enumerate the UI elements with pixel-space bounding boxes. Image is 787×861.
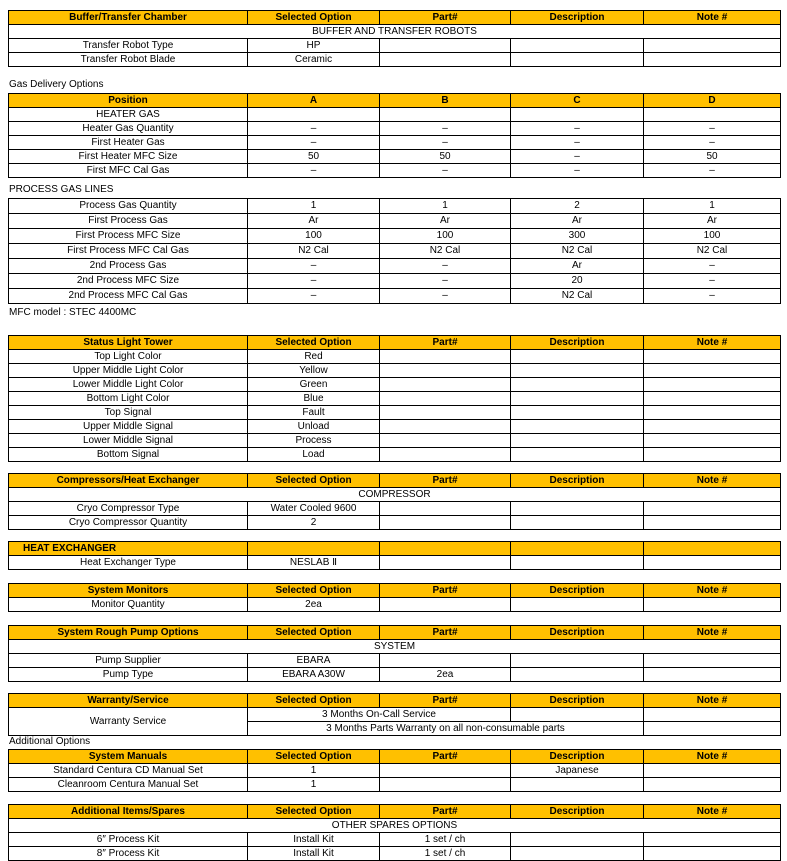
table-cell: N2 Cal xyxy=(248,244,380,259)
table-cell xyxy=(644,39,781,53)
column-header: Selected Option xyxy=(248,584,380,598)
system-manuals-table xyxy=(8,749,781,792)
header-row xyxy=(9,750,781,764)
table-cell: Ar xyxy=(644,214,781,229)
table-cell xyxy=(380,516,511,530)
table-cell xyxy=(511,516,644,530)
table-cell: 1 set / ch xyxy=(380,833,511,847)
column-header: Selected Option xyxy=(248,474,380,488)
compressors-heat-exchanger-table xyxy=(8,473,781,530)
table-cell xyxy=(644,378,781,392)
table-row xyxy=(9,25,781,39)
column-header: Description xyxy=(511,336,644,350)
table-cell: Bottom Signal xyxy=(9,448,248,462)
table-cell: – xyxy=(511,122,644,136)
column-header: Part# xyxy=(380,626,511,640)
table-cell: Process Gas Quantity xyxy=(9,199,248,214)
table-cell: N2 Cal xyxy=(380,244,511,259)
table-row xyxy=(9,764,781,778)
table-cell: Cryo Compressor Type xyxy=(9,502,248,516)
table-cell xyxy=(644,392,781,406)
table-cell: 8″ Process Kit xyxy=(9,847,248,861)
table-cell: Cryo Compressor Quantity xyxy=(9,516,248,530)
column-header: Description xyxy=(511,805,644,819)
table-cell xyxy=(511,708,644,722)
table-cell xyxy=(380,378,511,392)
table-cell: N2 Cal xyxy=(511,289,644,304)
table-cell: Warranty Service xyxy=(9,708,248,736)
table-cell: 300 xyxy=(511,229,644,244)
header-row xyxy=(9,94,781,108)
table-cell xyxy=(380,502,511,516)
table-row xyxy=(9,516,781,530)
table-cell: Top Signal xyxy=(9,406,248,420)
column-header: D xyxy=(644,94,781,108)
column-header: Part# xyxy=(380,336,511,350)
table-row xyxy=(9,274,781,289)
column-header: Note # xyxy=(644,694,781,708)
table-row xyxy=(9,136,781,150)
table-cell xyxy=(380,108,511,122)
table-cell: 50 xyxy=(644,150,781,164)
column-header: Part# xyxy=(380,474,511,488)
column-header: Part# xyxy=(380,805,511,819)
table-cell xyxy=(511,364,644,378)
table-cell: – xyxy=(380,136,511,150)
table-cell: – xyxy=(248,289,380,304)
column-header: HEAT EXCHANGER xyxy=(9,542,248,556)
table-cell xyxy=(644,516,781,530)
table-cell: Monitor Quantity xyxy=(9,598,248,612)
table-cell: – xyxy=(380,259,511,274)
table-cell xyxy=(511,420,644,434)
table-cell xyxy=(511,39,644,53)
table-row xyxy=(9,434,781,448)
table-cell xyxy=(644,108,781,122)
column-header: Note # xyxy=(644,805,781,819)
table-cell xyxy=(380,406,511,420)
table-cell: 2nd Process MFC Cal Gas xyxy=(9,289,248,304)
table-cell: – xyxy=(644,259,781,274)
table-row xyxy=(9,448,781,462)
table-cell: N2 Cal xyxy=(644,244,781,259)
table-cell xyxy=(644,406,781,420)
table-row xyxy=(9,598,781,612)
table-cell xyxy=(511,378,644,392)
table-cell: Install Kit xyxy=(248,833,380,847)
table-row xyxy=(9,259,781,274)
table-cell xyxy=(644,556,781,570)
column-header: A xyxy=(248,94,380,108)
column-header: Note # xyxy=(644,750,781,764)
header-row xyxy=(9,584,781,598)
gas-delivery-options-label: Gas Delivery Options xyxy=(9,79,104,90)
column-header: System Rough Pump Options xyxy=(9,626,248,640)
table-cell xyxy=(511,448,644,462)
table-cell xyxy=(380,392,511,406)
table-cell xyxy=(511,654,644,668)
column-header: System Monitors xyxy=(9,584,248,598)
table-cell: First Process MFC Size xyxy=(9,229,248,244)
table-row xyxy=(9,164,781,178)
column-header: Selected Option xyxy=(248,626,380,640)
table-cell: Ar xyxy=(380,214,511,229)
column-header: Note # xyxy=(644,626,781,640)
table-cell: 3 Months On-Call Service xyxy=(248,708,511,722)
table-cell: HP xyxy=(248,39,380,53)
table-cell: First Process Gas xyxy=(9,214,248,229)
table-cell xyxy=(380,654,511,668)
table-cell xyxy=(511,108,644,122)
header-row xyxy=(9,626,781,640)
column-header: Note # xyxy=(644,11,781,25)
table-cell: Top Light Color xyxy=(9,350,248,364)
column-header: Selected Option xyxy=(248,336,380,350)
table-cell: Ar xyxy=(248,214,380,229)
table-cell: 2ea xyxy=(248,598,380,612)
table-cell xyxy=(380,556,511,570)
table-cell: 100 xyxy=(380,229,511,244)
table-cell: EBARA A30W xyxy=(248,668,380,682)
header-row xyxy=(9,11,781,25)
column-header: Description xyxy=(511,584,644,598)
warranty-service-table xyxy=(8,693,781,736)
table-cell xyxy=(644,364,781,378)
table-row xyxy=(9,53,781,67)
table-cell: – xyxy=(380,164,511,178)
table-cell: Unload xyxy=(248,420,380,434)
table-row xyxy=(9,847,781,861)
table-cell xyxy=(644,708,781,722)
table-cell: Fault xyxy=(248,406,380,420)
table-cell: Ar xyxy=(511,259,644,274)
column-header: C xyxy=(511,94,644,108)
table-cell: Ar xyxy=(511,214,644,229)
status-light-tower-table xyxy=(8,335,781,462)
table-row xyxy=(9,668,781,682)
table-cell: – xyxy=(380,289,511,304)
table-cell: First Heater MFC Size xyxy=(9,150,248,164)
table-row xyxy=(9,488,781,502)
table-cell: – xyxy=(511,164,644,178)
column-header xyxy=(511,542,644,556)
table-cell xyxy=(644,764,781,778)
column-header xyxy=(248,542,380,556)
table-cell xyxy=(511,502,644,516)
table-cell xyxy=(511,556,644,570)
header-row xyxy=(9,474,781,488)
table-cell: OTHER SPARES OPTIONS xyxy=(9,819,781,833)
column-header: Status Light Tower xyxy=(9,336,248,350)
table-cell xyxy=(511,350,644,364)
column-header: Description xyxy=(511,626,644,640)
table-cell: Green xyxy=(248,378,380,392)
table-row xyxy=(9,214,781,229)
heat-exchanger-table xyxy=(8,541,781,570)
table-row xyxy=(9,502,781,516)
header-row xyxy=(9,542,781,556)
table-cell xyxy=(380,448,511,462)
table-cell: Pump Type xyxy=(9,668,248,682)
table-cell: – xyxy=(248,274,380,289)
table-cell xyxy=(511,668,644,682)
column-header: Part# xyxy=(380,750,511,764)
table-cell xyxy=(644,53,781,67)
table-cell xyxy=(644,434,781,448)
table-cell xyxy=(644,420,781,434)
column-header: Warranty/Service xyxy=(9,694,248,708)
column-header: Additional Items/Spares xyxy=(9,805,248,819)
table-cell: Upper Middle Light Color xyxy=(9,364,248,378)
table-cell: 2nd Process MFC Size xyxy=(9,274,248,289)
table-cell xyxy=(380,434,511,448)
process-gas-lines-label: PROCESS GAS LINES xyxy=(9,184,114,195)
column-header: Part# xyxy=(380,584,511,598)
table-cell: 1 set / ch xyxy=(380,847,511,861)
table-cell: Standard Centura CD Manual Set xyxy=(9,764,248,778)
table-cell xyxy=(511,392,644,406)
header-row xyxy=(9,694,781,708)
table-cell: 100 xyxy=(644,229,781,244)
table-cell: – xyxy=(248,259,380,274)
table-row xyxy=(9,778,781,792)
table-cell: Heater Gas Quantity xyxy=(9,122,248,136)
column-header: Selected Option xyxy=(248,11,380,25)
table-cell: First Heater Gas xyxy=(9,136,248,150)
column-header: Selected Option xyxy=(248,694,380,708)
table-cell: Red xyxy=(248,350,380,364)
column-header: Description xyxy=(511,694,644,708)
table-cell xyxy=(511,598,644,612)
table-cell xyxy=(380,778,511,792)
table-cell xyxy=(380,364,511,378)
table-cell xyxy=(380,39,511,53)
column-header: Part# xyxy=(380,11,511,25)
table-row xyxy=(9,199,781,214)
column-header: Note # xyxy=(644,584,781,598)
table-cell: COMPRESSOR xyxy=(9,488,781,502)
table-cell: Japanese xyxy=(511,764,644,778)
table-cell: Lower Middle Signal xyxy=(9,434,248,448)
table-cell: Load xyxy=(248,448,380,462)
table-cell: First MFC Cal Gas xyxy=(9,164,248,178)
column-header: Description xyxy=(511,11,644,25)
table-cell: 2nd Process Gas xyxy=(9,259,248,274)
column-header xyxy=(380,542,511,556)
table-cell xyxy=(248,108,380,122)
table-cell: Pump Supplier xyxy=(9,654,248,668)
table-row xyxy=(9,708,781,722)
table-cell: 2ea xyxy=(380,668,511,682)
column-header: System Manuals xyxy=(9,750,248,764)
table-cell: – xyxy=(644,274,781,289)
table-cell xyxy=(380,420,511,434)
column-header xyxy=(644,542,781,556)
table-cell: Heat Exchanger Type xyxy=(9,556,248,570)
table-cell: – xyxy=(248,136,380,150)
table-cell xyxy=(511,406,644,420)
table-cell: BUFFER AND TRANSFER ROBOTS xyxy=(9,25,781,39)
table-cell: 1 xyxy=(248,199,380,214)
table-cell: – xyxy=(644,122,781,136)
table-row xyxy=(9,350,781,364)
table-cell: 50 xyxy=(248,150,380,164)
table-cell: – xyxy=(248,164,380,178)
table-cell xyxy=(511,778,644,792)
table-row xyxy=(9,406,781,420)
column-header: B xyxy=(380,94,511,108)
table-cell: Lower Middle Light Color xyxy=(9,378,248,392)
mfc-model-label: MFC model : STEC 4400MC xyxy=(9,307,137,318)
table-cell: First Process MFC Cal Gas xyxy=(9,244,248,259)
table-cell xyxy=(644,598,781,612)
table-row xyxy=(9,420,781,434)
column-header: Selected Option xyxy=(248,805,380,819)
table-cell: 3 Months Parts Warranty on all non-consumable parts xyxy=(248,722,644,736)
table-cell xyxy=(511,833,644,847)
table-cell xyxy=(644,654,781,668)
table-cell: SYSTEM xyxy=(9,640,781,654)
table-cell xyxy=(511,53,644,67)
table-cell: 6″ Process Kit xyxy=(9,833,248,847)
table-cell: 2 xyxy=(511,199,644,214)
table-cell xyxy=(644,778,781,792)
system-monitors-table xyxy=(8,583,781,612)
table-cell xyxy=(380,764,511,778)
table-cell: – xyxy=(644,289,781,304)
column-header: Selected Option xyxy=(248,750,380,764)
process-gas-lines-table xyxy=(8,198,781,304)
table-cell xyxy=(644,350,781,364)
table-cell: Cleanroom Centura Manual Set xyxy=(9,778,248,792)
table-cell: Process xyxy=(248,434,380,448)
table-cell: Yellow xyxy=(248,364,380,378)
additional-items-spares-table xyxy=(8,804,781,861)
table-cell xyxy=(644,668,781,682)
table-cell xyxy=(644,502,781,516)
table-cell: – xyxy=(511,136,644,150)
table-cell: 2 xyxy=(248,516,380,530)
additional-options-label: Additional Options xyxy=(9,736,91,747)
system-rough-pump-options-table xyxy=(8,625,781,682)
table-cell: NESLAB Ⅱ xyxy=(248,556,380,570)
table-cell: 20 xyxy=(511,274,644,289)
table-cell: Upper Middle Signal xyxy=(9,420,248,434)
table-cell: 50 xyxy=(380,150,511,164)
header-row xyxy=(9,805,781,819)
table-row xyxy=(9,244,781,259)
table-row xyxy=(9,108,781,122)
header-row xyxy=(9,336,781,350)
table-cell: – xyxy=(511,150,644,164)
table-cell: EBARA xyxy=(248,654,380,668)
table-row xyxy=(9,819,781,833)
table-cell xyxy=(511,847,644,861)
table-row xyxy=(9,640,781,654)
table-cell: N2 Cal xyxy=(511,244,644,259)
column-header: Buffer/Transfer Chamber xyxy=(9,11,248,25)
table-cell xyxy=(380,53,511,67)
table-cell: 1 xyxy=(248,778,380,792)
table-row xyxy=(9,392,781,406)
column-header: Note # xyxy=(644,336,781,350)
table-row xyxy=(9,289,781,304)
table-row xyxy=(9,150,781,164)
table-cell xyxy=(644,448,781,462)
table-cell: 1 xyxy=(248,764,380,778)
column-header: Note # xyxy=(644,474,781,488)
table-row xyxy=(9,833,781,847)
column-header: Description xyxy=(511,750,644,764)
table-cell: – xyxy=(380,122,511,136)
table-cell: 1 xyxy=(380,199,511,214)
table-cell: Bottom Light Color xyxy=(9,392,248,406)
column-header: Position xyxy=(9,94,248,108)
table-cell: – xyxy=(644,164,781,178)
table-cell xyxy=(380,598,511,612)
table-cell: 1 xyxy=(644,199,781,214)
table-row xyxy=(9,39,781,53)
table-row xyxy=(9,378,781,392)
table-cell: – xyxy=(248,122,380,136)
table-cell: Transfer Robot Type xyxy=(9,39,248,53)
table-row xyxy=(9,229,781,244)
table-cell: 100 xyxy=(248,229,380,244)
table-cell: Transfer Robot Blade xyxy=(9,53,248,67)
table-cell: Install Kit xyxy=(248,847,380,861)
buffer-transfer-chamber-table xyxy=(8,10,781,67)
table-cell: Blue xyxy=(248,392,380,406)
table-row xyxy=(9,556,781,570)
table-cell xyxy=(511,434,644,448)
table-row xyxy=(9,364,781,378)
column-header: Part# xyxy=(380,694,511,708)
table-cell: – xyxy=(380,274,511,289)
table-cell: Ceramic xyxy=(248,53,380,67)
table-cell xyxy=(644,847,781,861)
column-header: Description xyxy=(511,474,644,488)
column-header: Compressors/Heat Exchanger xyxy=(9,474,248,488)
table-cell: HEATER GAS xyxy=(9,108,248,122)
table-cell: Water Cooled 9600 xyxy=(248,502,380,516)
table-cell: – xyxy=(644,136,781,150)
gas-delivery-table xyxy=(8,93,781,178)
table-cell xyxy=(644,833,781,847)
table-cell xyxy=(644,722,781,736)
table-cell xyxy=(380,350,511,364)
table-row xyxy=(9,654,781,668)
table-row xyxy=(9,122,781,136)
